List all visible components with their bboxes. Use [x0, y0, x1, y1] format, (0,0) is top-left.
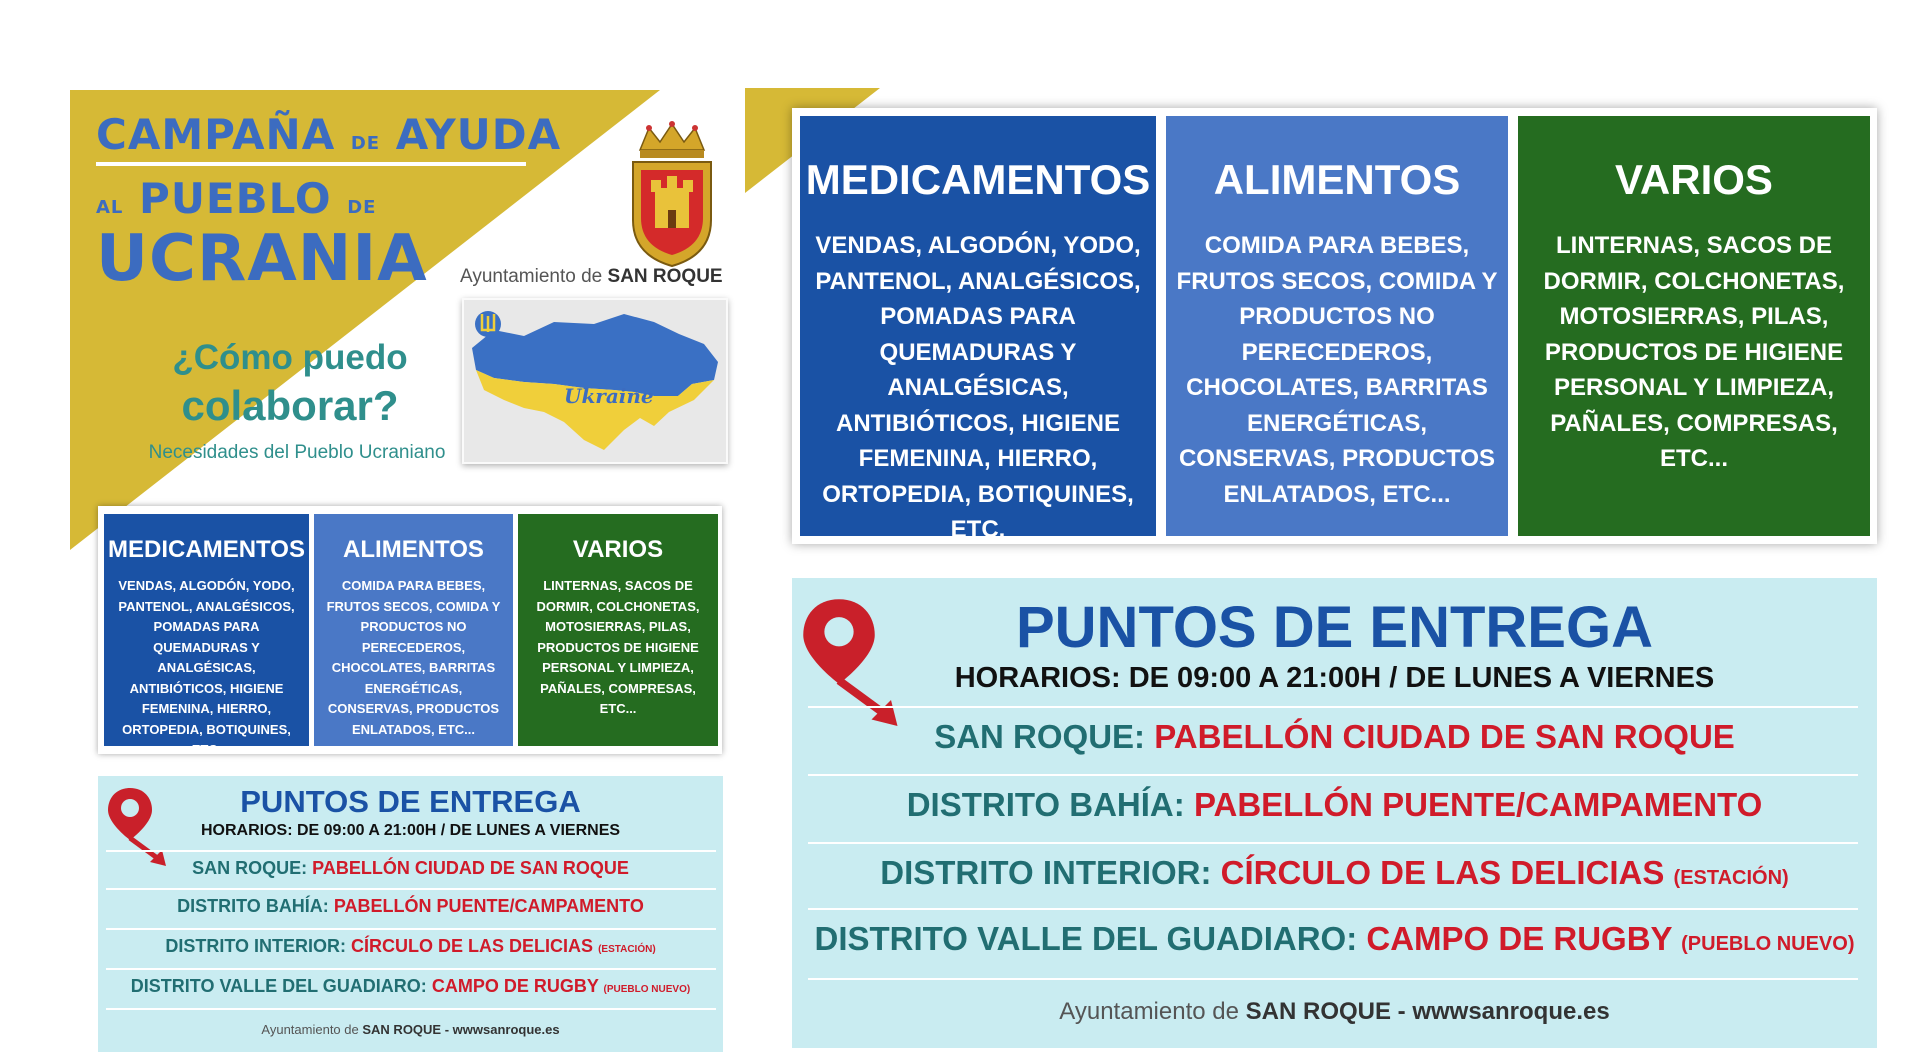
category-alimentos — [1166, 116, 1508, 536]
category-title: ALIMENTOS — [1213, 156, 1461, 203]
categories-panel-small — [98, 506, 722, 757]
ukraine-trident-icon — [475, 311, 501, 337]
category-items: VENDAS, ALGODÓN, YODO, PANTENOL, ANALGÉSICOS, POMADAS PARA QUEMADURAS Y ANALGÉSICAS, ANTIBIÓTICOS, HIGIENE FEMENINA, HIERRO, ORTOPEDIA, BOTIQUINES, ETC. — [815, 232, 1141, 543]
san-roque-crest-icon — [625, 120, 719, 270]
title-divider — [96, 162, 526, 166]
divider — [808, 908, 1858, 910]
campaign-title-line2: AL PUEBLO DE — [96, 174, 377, 223]
delivery-location-row: DISTRITO VALLE DEL GUADIARO: CAMPO DE RUGBY (PUEBLO NUEVO) — [814, 920, 1855, 957]
delivery-location-row: DISTRITO INTERIOR: CÍRCULO DE LAS DELICIAS (ESTACIÓN) — [165, 936, 656, 956]
categories-panel-large — [792, 108, 1877, 544]
category-alimentos — [314, 514, 513, 746]
ukraine-map-icon — [464, 300, 726, 462]
delivery-location-row: SAN ROQUE: PABELLÓN CIUDAD DE SAN ROQUE — [934, 718, 1735, 755]
divider — [106, 850, 716, 852]
category-title: MEDICAMENTOS — [108, 536, 305, 563]
divider — [106, 1008, 716, 1010]
footer-credit: Ayuntamiento de SAN ROQUE - wwwsanroque.es — [1059, 998, 1610, 1025]
delivery-points-panel-large — [792, 578, 1877, 1048]
campaign-title-line3: UCRANIA — [96, 222, 428, 296]
delivery-title: PUNTOS DE ENTREGA — [1015, 595, 1653, 660]
delivery-hours: HORARIOS: DE 09:00 A 21:00H / DE LUNES A VIERNES — [954, 662, 1715, 694]
delivery-title: PUNTOS DE ENTREGA — [240, 784, 581, 819]
footer-credit: Ayuntamiento de SAN ROQUE - wwwsanroque.es — [261, 1022, 560, 1037]
ukraine-map-caption: Ukraine — [564, 384, 654, 408]
divider — [808, 978, 1858, 980]
delivery-location-row: DISTRITO BAHÍA: PABELLÓN PUENTE/CAMPAMENTO — [906, 786, 1763, 823]
category-title: ALIMENTOS — [343, 536, 484, 563]
question-line2: colaborar? — [181, 382, 399, 429]
category-items: COMIDA PARA BEBES, FRUTOS SECOS, COMIDA Y PRODUCTOS NO PERECEDEROS, CHOCOLATES, BARRITAS ENERGÉTICAS, CONSERVAS, PRODUCTOS ENLATADOS, ETC... — [326, 578, 501, 737]
question-line1: ¿Cómo puedo — [172, 338, 408, 377]
left-poster — [70, 90, 725, 1050]
delivery-points-panel-small — [98, 776, 723, 1052]
category-medicamentos — [104, 514, 309, 757]
delivery-location-row: SAN ROQUE: PABELLÓN CIUDAD DE SAN ROQUE — [192, 858, 629, 878]
category-medicamentos — [800, 116, 1156, 543]
divider — [106, 928, 716, 930]
category-items: LINTERNAS, SACOS DE DORMIR, COLCHONETAS, MOTOSIERRAS, PILAS, PRODUCTOS DE HIGIENE PERSONAL Y LIMPIEZA, PAÑALES, COMPRESAS, ETC... — [1543, 232, 1845, 472]
delivery-hours: HORARIOS: DE 09:00 A 21:00H / DE LUNES A VIERNES — [200, 822, 621, 839]
category-items: VENDAS, ALGODÓN, YODO, PANTENOL, ANALGÉSICOS, POMADAS PARA QUEMADURAS Y ANALGÉSICAS, ANTIBIÓTICOS, HIGIENE FEMENINA, HIERRO, ORTOPEDIA, BOTIQUINES, ETC. — [118, 578, 295, 757]
delivery-location-row: DISTRITO BAHÍA: PABELLÓN PUENTE/CAMPAMENTO — [177, 896, 644, 916]
divider — [808, 706, 1858, 708]
category-title: MEDICAMENTOS — [805, 156, 1151, 203]
divider — [808, 774, 1858, 776]
delivery-location-row: DISTRITO INTERIOR: CÍRCULO DE LAS DELICIAS (ESTACIÓN) — [880, 854, 1789, 891]
category-title: VARIOS — [572, 536, 664, 563]
divider — [106, 968, 716, 970]
category-varios — [1518, 116, 1870, 536]
category-title: VARIOS — [1615, 156, 1773, 203]
ukraine-map-card — [462, 298, 728, 464]
category-items: COMIDA PARA BEBES, FRUTOS SECOS, COMIDA Y PRODUCTOS NO PERECEDEROS, CHOCOLATES, BARRITAS ENERGÉTICAS, CONSERVAS, PRODUCTOS ENLATADOS, ETC... — [1176, 232, 1498, 508]
divider — [808, 842, 1858, 844]
category-items: LINTERNAS, SACOS DE DORMIR, COLCHONETAS, MOTOSIERRAS, PILAS, PRODUCTOS DE HIGIENE PERSONAL Y LIMPIEZA, PAÑALES, COMPRESAS, ETC... — [536, 578, 700, 716]
delivery-location-row: DISTRITO VALLE DEL GUADIARO: CAMPO DE RUGBY (PUEBLO NUEVO) — [130, 976, 691, 996]
needs-subtitle: Necesidades del Pueblo Ucraniano — [148, 442, 446, 463]
divider — [106, 888, 716, 890]
campaign-title-line1: CAMPAÑA DE AYUDA — [96, 110, 562, 159]
ayuntamiento-label: Ayuntamiento de SAN ROQUE — [460, 266, 723, 287]
category-varios — [518, 514, 718, 746]
